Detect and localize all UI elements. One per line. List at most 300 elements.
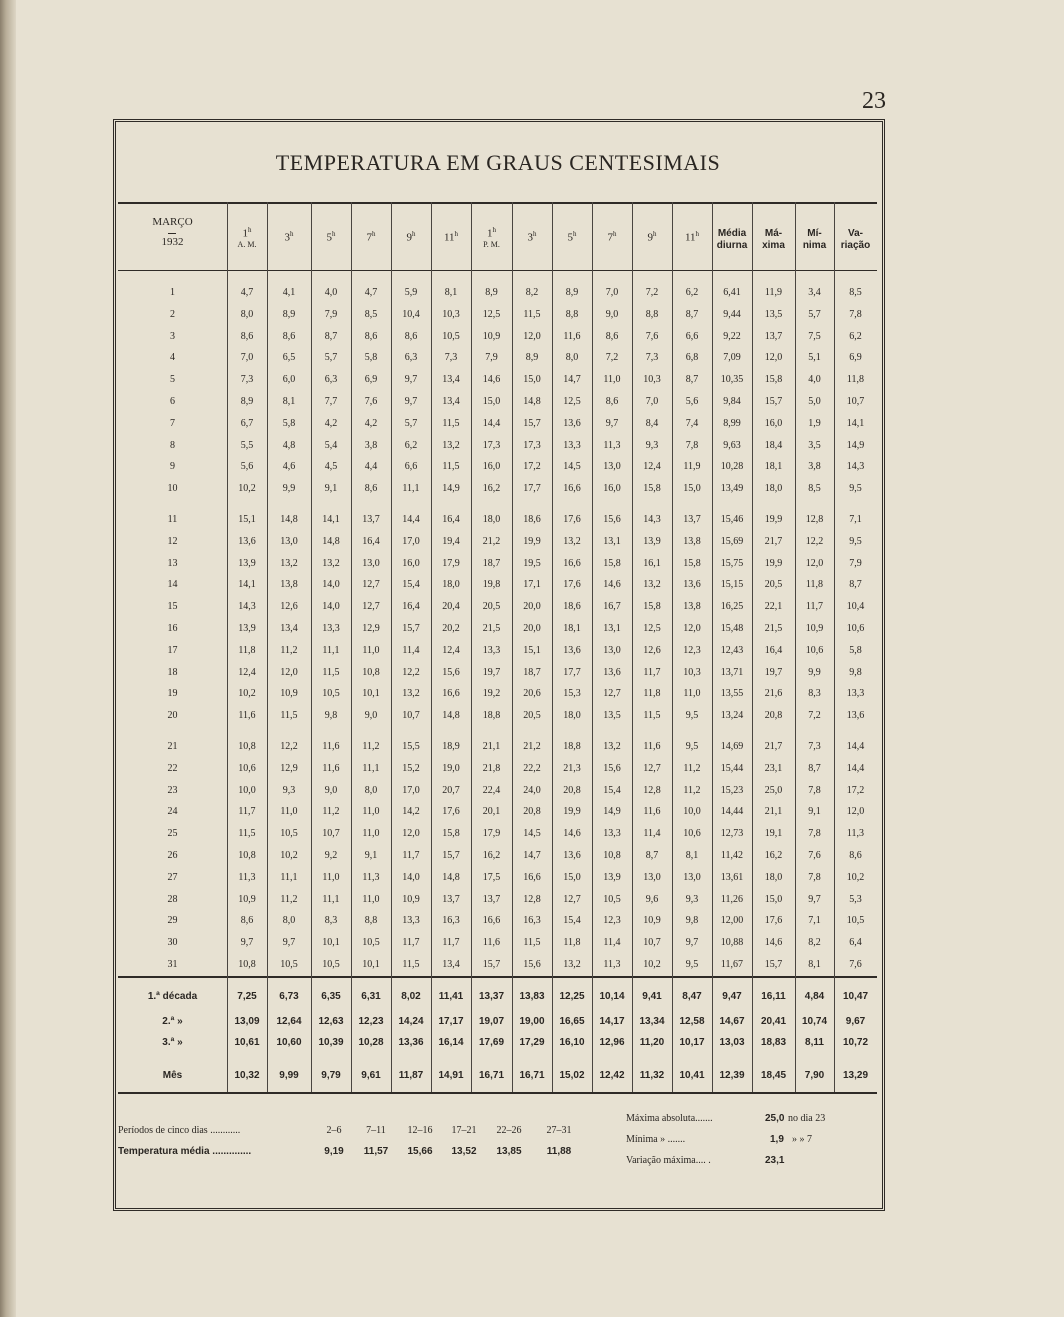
summary-cell: 12,64 (276, 1016, 302, 1027)
data-cell: 10,9 (805, 623, 824, 634)
data-cell: 15,6 (442, 666, 460, 678)
data-cell: 22,2 (523, 762, 541, 774)
summary-header: Va- (847, 228, 863, 239)
data-cell: 22,4 (482, 784, 501, 796)
data-cell: 10,2 (238, 688, 256, 700)
data-cell: 15,7 (764, 959, 783, 970)
data-cell: 12,7 (643, 762, 661, 774)
summary-label: 3.ª » (162, 1037, 183, 1048)
data-cell: 5,1 (808, 352, 821, 364)
data-cell: 11,0 (362, 806, 380, 818)
summary-cell: 10,74 (801, 1016, 828, 1027)
summary-cell: 12,58 (679, 1016, 705, 1027)
data-cell: 10,2 (846, 871, 865, 883)
data-cell: 10,1 (322, 937, 340, 949)
summary-cell: 8,11 (805, 1037, 824, 1048)
data-cell: 10,7 (322, 828, 340, 840)
data-cell: 12,6 (643, 644, 661, 656)
data-cell: 11,42 (720, 850, 744, 861)
data-cell: 16,2 (482, 483, 501, 495)
data-cell: 15,3 (563, 688, 581, 700)
data-cell: 15,2 (402, 762, 420, 774)
data-cell: 7,6 (808, 850, 821, 861)
data-cell: 12,7 (603, 688, 621, 700)
hour-suffix: h (332, 230, 336, 238)
day-number: 22 (167, 762, 178, 774)
max-absolute-day: no dia 23 (788, 1113, 826, 1124)
data-cell: 12,9 (280, 762, 298, 774)
summary-cell: 11,87 (398, 1070, 424, 1081)
data-cell: 20,5 (482, 601, 501, 613)
data-cell: 12,3 (603, 915, 621, 927)
data-cell: 7,2 (605, 352, 619, 364)
summary-cell: 18,45 (760, 1070, 787, 1081)
summary-cell: 6,31 (361, 991, 381, 1002)
hour-suffix: h (492, 226, 496, 234)
data-cell: 9,5 (849, 483, 862, 495)
data-cell: 19,0 (442, 762, 460, 774)
data-cell: 11,6 (322, 762, 340, 774)
data-cell: 9,3 (645, 439, 659, 451)
data-cell: 21,7 (764, 535, 783, 547)
data-cell: 16,6 (442, 688, 460, 700)
data-cell: 13,1 (603, 535, 621, 547)
data-cell: 20,8 (523, 806, 541, 818)
data-cell: 8,6 (364, 330, 378, 342)
day-number: 28 (167, 893, 178, 905)
data-cell: 19,9 (523, 535, 541, 547)
data-cell: 11,6 (563, 330, 581, 342)
data-cell: 12,6 (280, 601, 298, 613)
data-cell: 10,8 (238, 959, 256, 970)
data-cell: 21,3 (563, 762, 581, 774)
page-title: TEMPERATURA EM GRAUS CENTESIMAIS (275, 150, 721, 175)
day-number: 25 (167, 828, 178, 840)
data-cell: 12,0 (523, 330, 541, 342)
data-cell: 6,41 (723, 287, 741, 298)
data-cell: 10,3 (643, 374, 661, 386)
data-cell: 15,8 (643, 483, 661, 495)
data-cell: 13,8 (280, 579, 298, 591)
day-number: 24 (167, 806, 178, 818)
data-cell: 15,7 (442, 850, 460, 861)
period-temperature: 13,52 (451, 1146, 477, 1157)
data-cell: 8,7 (685, 374, 699, 386)
data-cell: 7,2 (808, 710, 821, 722)
summary-cell: 16,11 (761, 991, 786, 1002)
data-cell: 10,8 (238, 741, 256, 752)
data-cell: 15,1 (238, 514, 256, 525)
data-cell: 6,7 (240, 417, 254, 429)
data-cell: 8,1 (808, 959, 821, 970)
data-cell: 10,4 (846, 601, 865, 613)
data-cell: 17,9 (442, 557, 460, 569)
data-cell: 8,7 (645, 850, 659, 861)
data-cell: 12,5 (643, 623, 661, 634)
data-cell: 6,6 (404, 461, 418, 473)
data-cell: 13,6 (563, 644, 581, 656)
data-cell: 15,8 (643, 601, 661, 613)
data-cell: 5,7 (808, 308, 821, 320)
data-cell: 7,8 (685, 439, 699, 451)
day-number: 21 (167, 741, 178, 752)
data-cell: 15,8 (442, 828, 460, 840)
data-cell: 4,0 (808, 374, 821, 386)
summary-cell: 16,10 (559, 1037, 585, 1048)
data-cell: 20,5 (764, 579, 783, 591)
data-cell: 11,67 (720, 959, 744, 970)
data-cell: 10,8 (362, 666, 380, 678)
period-range: 7–11 (366, 1125, 386, 1136)
data-cell: 11,6 (643, 741, 661, 752)
summary-cell: 13,03 (719, 1037, 745, 1048)
data-cell: 6,8 (685, 352, 699, 364)
hour-header: 11$^h$ (684, 230, 700, 244)
data-cell: 7,8 (808, 871, 821, 883)
period-range: 17–21 (451, 1125, 477, 1136)
data-cell: 13,6 (683, 579, 701, 591)
hour-header: 5$^h$ (326, 230, 336, 244)
data-cell: 11,8 (563, 937, 581, 949)
hour-suffix: h (454, 230, 459, 238)
period-temperature: 15,66 (407, 1146, 433, 1157)
hour-suffix: h (573, 230, 577, 238)
data-cell: 11,0 (362, 828, 380, 840)
data-cell: 16,2 (482, 850, 501, 861)
data-cell: 12,4 (238, 666, 256, 678)
data-cell: 10,8 (603, 850, 621, 861)
data-cell: 11,2 (322, 806, 340, 818)
data-cell: 19,9 (563, 806, 581, 818)
data-cell: 16,0 (482, 461, 501, 473)
summary-cell: 10,72 (842, 1037, 869, 1048)
data-cell: 8,0 (282, 915, 296, 927)
data-cell: 17,5 (482, 871, 501, 883)
data-cell: 5,6 (240, 461, 254, 473)
data-cell: 10,5 (322, 688, 340, 700)
data-cell: 15,0 (482, 396, 501, 407)
data-cell: 15,8 (683, 557, 701, 569)
summary-cell: 9,67 (845, 1016, 866, 1027)
data-cell: 6,3 (324, 374, 338, 386)
data-cell: 9,9 (282, 483, 296, 495)
data-cell: 5,0 (808, 396, 821, 407)
data-cell: 10,5 (442, 330, 460, 342)
data-cell: 11,4 (402, 644, 420, 656)
data-cell: 8,1 (444, 287, 458, 298)
data-cell: 18,7 (523, 666, 541, 678)
data-cell: 11,0 (362, 893, 380, 905)
data-cell: 8,5 (364, 308, 378, 320)
data-cell: 18,6 (563, 601, 581, 613)
data-cell: 7,5 (808, 330, 821, 342)
data-cell: 7,0 (605, 287, 619, 298)
data-cell: 19,7 (482, 666, 501, 678)
data-cell: 10,88 (720, 937, 744, 949)
data-cell: 13,4 (442, 959, 460, 970)
data-cell: 9,1 (808, 806, 821, 818)
summary-header: Média (717, 228, 747, 239)
data-cell: 11,4 (603, 937, 621, 949)
hour-suffix: h (653, 230, 657, 238)
data-cell: 5,8 (282, 417, 296, 429)
data-cell: 15,0 (683, 483, 701, 495)
summary-cell: 9,41 (642, 991, 662, 1002)
ampm-label: P. M. (483, 240, 500, 249)
data-cell: 8,8 (364, 915, 378, 927)
data-cell: 3,8 (808, 461, 821, 473)
data-cell: 20,4 (442, 601, 460, 613)
summary-cell: 7,25 (237, 991, 257, 1002)
data-cell: 16,3 (523, 915, 541, 927)
day-number: 20 (167, 710, 178, 722)
data-cell: 8,1 (685, 850, 699, 861)
data-cell: 18,0 (482, 514, 501, 525)
data-cell: 20,7 (442, 784, 460, 796)
summary-cell: 12,39 (719, 1070, 745, 1081)
day-number: 14 (167, 579, 178, 591)
data-cell: 9,8 (324, 710, 338, 722)
data-cell: 21,8 (482, 762, 501, 774)
data-cell: 13,6 (563, 417, 581, 429)
data-cell: 12,7 (362, 579, 380, 591)
data-cell: 11,5 (442, 461, 460, 473)
data-cell: 17,0 (402, 535, 420, 547)
hour-suffix: h (372, 230, 376, 238)
summary-cell: 4,84 (804, 991, 825, 1002)
period-temperature: 11,57 (363, 1146, 389, 1157)
data-cell: 6,2 (849, 330, 862, 342)
data-cell: 9,5 (849, 535, 862, 547)
data-cell: 10,3 (683, 666, 701, 678)
data-cell: 9,3 (685, 893, 699, 905)
data-cell: 8,7 (849, 579, 862, 591)
summary-cell: 13,83 (519, 991, 545, 1002)
data-cell: 6,9 (849, 352, 862, 364)
data-cell: 7,4 (685, 417, 699, 429)
data-cell: 4,5 (324, 461, 338, 473)
data-cell: 5,6 (685, 396, 699, 407)
data-cell: 7,9 (324, 308, 338, 320)
data-cell: 9,7 (282, 937, 296, 949)
data-cell: 21,6 (764, 688, 783, 700)
day-number: 7 (170, 417, 175, 429)
data-cell: 17,3 (523, 439, 541, 451)
data-cell: 10,0 (238, 784, 256, 796)
data-cell: 15,8 (764, 374, 783, 386)
data-cell: 13,49 (720, 483, 744, 495)
data-cell: 12,0 (846, 806, 865, 818)
data-cell: 14,4 (402, 514, 420, 525)
data-cell: 10,4 (402, 308, 420, 320)
period-range: 2–6 (326, 1125, 342, 1136)
data-cell: 16,6 (563, 557, 581, 569)
data-cell: 8,4 (645, 417, 659, 429)
data-cell: 11,2 (683, 762, 701, 774)
data-cell: 11,6 (322, 741, 340, 752)
data-cell: 7,8 (808, 784, 821, 796)
summary-cell: 10,41 (679, 1070, 705, 1081)
data-cell: 15,23 (720, 784, 744, 796)
data-cell: 10,6 (805, 644, 824, 656)
data-cell: 13,2 (322, 557, 340, 569)
summary-cell: 10,17 (679, 1037, 705, 1048)
hour-header: 1$^h$ (242, 226, 252, 240)
data-cell: 17,6 (764, 915, 783, 927)
variation-max-value: 23,1 (765, 1155, 785, 1166)
day-number: 10 (167, 483, 178, 495)
data-cell: 9,84 (723, 396, 741, 407)
summary-cell: 13,29 (842, 1070, 869, 1081)
data-cell: 13,8 (683, 601, 701, 613)
data-cell: 12,8 (805, 514, 824, 525)
data-cell: 13,0 (643, 871, 661, 883)
period-temperature: 13,85 (496, 1146, 522, 1157)
data-cell: 7,0 (240, 352, 254, 364)
data-cell: 11,1 (322, 893, 340, 905)
data-cell: 13,2 (280, 557, 298, 569)
data-cell: 16,6 (563, 483, 581, 495)
data-cell: 18,4 (764, 439, 783, 451)
data-cell: 20,8 (764, 710, 783, 722)
summary-cell: 10,60 (276, 1037, 302, 1048)
data-cell: 8,2 (525, 287, 539, 298)
period-temperature: 9,19 (324, 1146, 344, 1157)
data-cell: 11,1 (322, 644, 340, 656)
data-cell: 5,3 (849, 893, 862, 905)
data-cell: 18,9 (442, 741, 460, 752)
summary-cell: 11,20 (639, 1037, 665, 1048)
data-cell: 13,3 (322, 623, 340, 634)
data-cell: 17,1 (523, 579, 541, 591)
data-cell: 8,7 (808, 762, 821, 774)
data-cell: 1,9 (808, 417, 821, 429)
data-cell: 12,8 (523, 893, 541, 905)
data-cell: 8,6 (605, 330, 619, 342)
summary-cell: 16,71 (478, 1070, 505, 1081)
day-number: 8 (170, 439, 175, 451)
data-cell: 18,1 (764, 461, 783, 473)
data-cell: 13,4 (442, 374, 460, 386)
data-cell: 7,3 (240, 374, 254, 386)
data-cell: 7,8 (808, 828, 821, 840)
data-cell: 18,0 (442, 579, 460, 591)
data-cell: 23,1 (764, 762, 783, 774)
summary-cell: 12,96 (599, 1037, 625, 1048)
data-cell: 15,4 (603, 784, 621, 796)
data-cell: 9,5 (685, 959, 699, 970)
data-cell: 11,3 (238, 871, 256, 883)
data-cell: 4,2 (324, 417, 338, 429)
data-cell: 11,8 (846, 374, 865, 386)
data-cell: 6,5 (282, 352, 296, 364)
data-cell: 9,1 (364, 850, 378, 861)
data-cell: 20,5 (523, 710, 541, 722)
data-cell: 4,4 (364, 461, 378, 473)
data-cell: 13,9 (238, 623, 256, 634)
data-cell: 4,0 (324, 287, 338, 298)
data-cell: 10,7 (643, 937, 661, 949)
summary-label: Mês (162, 1070, 183, 1081)
summary-cell: 16,65 (559, 1016, 585, 1027)
summary-cell: 17,69 (478, 1037, 505, 1048)
data-cell: 14,8 (442, 871, 460, 883)
data-cell: 8,6 (849, 850, 862, 861)
data-cell: 17,7 (523, 483, 541, 495)
data-cell: 10,5 (280, 959, 298, 970)
data-cell: 8,9 (240, 396, 254, 407)
ampm-label: A. M. (237, 240, 257, 249)
data-cell: 14,9 (442, 483, 460, 495)
data-cell: 8,6 (364, 483, 378, 495)
data-cell: 20,0 (523, 623, 541, 634)
summary-cell: 13,36 (398, 1037, 424, 1048)
data-cell: 14,2 (402, 806, 420, 818)
day-number: 9 (170, 461, 175, 473)
data-cell: 11,5 (523, 308, 541, 320)
data-cell: 8,6 (605, 396, 619, 407)
data-cell: 11,5 (442, 417, 460, 429)
data-cell: 10,5 (603, 893, 621, 905)
summary-cell: 14,67 (719, 1016, 745, 1027)
data-cell: 13,61 (720, 871, 744, 883)
summary-cell: 11,32 (639, 1070, 665, 1081)
data-cell: 17,6 (563, 579, 581, 591)
data-cell: 16,4 (764, 644, 783, 656)
data-cell: 4,7 (240, 287, 254, 298)
data-cell: 12,0 (402, 828, 420, 840)
data-cell: 9,7 (605, 417, 619, 429)
data-cell: 10,1 (362, 688, 380, 700)
table-top-rule (118, 202, 877, 204)
data-cell: 11,4 (643, 828, 661, 840)
data-cell: 14,9 (846, 439, 865, 451)
data-cell: 16,6 (482, 915, 501, 927)
data-cell: 21,2 (523, 741, 541, 752)
summary-header: diurna (716, 240, 748, 251)
data-cell: 14,9 (603, 806, 621, 818)
data-cell: 11,3 (846, 828, 865, 840)
data-cell: 8,6 (240, 330, 254, 342)
summary-label: 2.ª » (162, 1016, 183, 1027)
data-cell: 11,2 (280, 644, 298, 656)
summary-cell: 16,71 (519, 1070, 545, 1081)
data-cell: 15,4 (563, 915, 581, 927)
data-cell: 12,8 (643, 784, 661, 796)
data-cell: 15,6 (523, 959, 541, 970)
data-cell: 11,2 (683, 784, 701, 796)
data-cell: 7,09 (723, 352, 741, 364)
data-cell: 9,1 (324, 483, 338, 495)
data-cell: 17,6 (563, 514, 581, 525)
data-cell: 15,6 (603, 514, 621, 525)
data-cell: 10,9 (280, 688, 298, 700)
data-cell: 10,9 (482, 330, 501, 342)
data-cell: 19,5 (523, 557, 541, 569)
day-number: 1 (170, 287, 175, 298)
data-cell: 9,8 (849, 666, 862, 678)
data-cell: 11,7 (643, 666, 661, 678)
max-absolute-value: 25,0 (765, 1113, 785, 1124)
data-cell: 11,2 (280, 893, 298, 905)
data-cell: 11,7 (402, 850, 420, 861)
hour-header: 1$^h$ (487, 226, 496, 240)
data-cell: 15,69 (720, 535, 744, 547)
summary-cell: 20,41 (760, 1016, 787, 1027)
data-cell: 8,0 (364, 784, 378, 796)
data-cell: 15,1 (523, 644, 541, 656)
data-cell: 6,3 (404, 352, 418, 364)
